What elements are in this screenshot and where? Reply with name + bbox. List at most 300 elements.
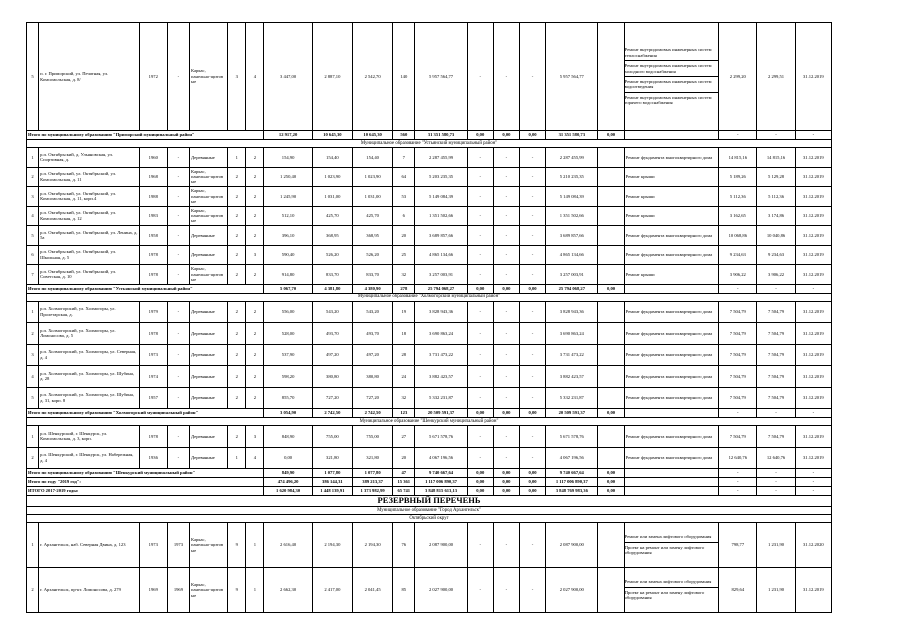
table-cell: - — [519, 265, 545, 285]
table-cell: 2 — [228, 387, 246, 409]
total-label: ИТОГО 2017-2019 годы: — [27, 487, 264, 496]
table-cell: 2 742,50 — [352, 409, 392, 418]
works-cell: Ремонт фундамента многоквартирного дома — [624, 226, 719, 246]
table-cell: 1936 — [139, 447, 167, 469]
table-cell: 3 882 423,57 — [415, 366, 467, 388]
table-cell: 9 — [228, 568, 246, 613]
table-cell: Деревянные — [189, 366, 227, 388]
table-cell: 5 112,36 — [719, 187, 757, 207]
table-row — [27, 523, 832, 568]
works-cell: Ремонт фундамента многоквартирного дома — [624, 148, 719, 168]
table-cell: - — [167, 301, 189, 323]
table-cell: - — [167, 265, 189, 285]
table-cell: 25 794 068,27 — [546, 284, 598, 293]
table-cell: - — [519, 447, 545, 469]
table-cell: 4 381,80 — [312, 284, 352, 293]
table-cell: 4 — [27, 366, 39, 388]
table-cell: 10 040,86 — [757, 226, 795, 246]
table-cell: - — [795, 131, 831, 140]
table-cell: 3 689 857,66 — [415, 226, 467, 246]
table-cell: 9 740 667,64 — [546, 469, 598, 478]
table-body — [27, 23, 832, 613]
table-cell: 512,10 — [264, 206, 312, 226]
table-cell: 3 689 857,66 — [546, 226, 598, 246]
table-cell: 24 — [393, 366, 415, 388]
table-cell: 0,00 — [519, 409, 545, 418]
address-cell: п. г. Приморский, ул. Печатная, ул. Комсомольская, д. 8/ — [39, 23, 140, 131]
table-cell: - — [467, 568, 493, 613]
section-heading: Октябрьский округ — [27, 515, 832, 523]
table-cell: 2 — [228, 187, 246, 207]
table-cell: - — [467, 23, 493, 131]
table-cell: 598,20 — [264, 366, 312, 388]
table-cell: 321,80 — [312, 447, 352, 469]
date-cell: 31.12.2019 — [795, 568, 831, 613]
table-cell: 2 — [228, 301, 246, 323]
table-cell: 2 542,70 — [352, 23, 392, 131]
table-cell: 848,90 — [264, 426, 312, 448]
table-cell: - — [493, 344, 519, 366]
table-cell: 3 — [246, 426, 264, 448]
date-cell: 31.12.2019 — [795, 167, 831, 187]
table-cell: 32 — [393, 265, 415, 285]
table-cell: 3 906,22 — [719, 265, 757, 285]
table-cell: 0,00 — [493, 487, 519, 496]
table-cell: 20 509 591,37 — [415, 409, 467, 418]
table-cell: - — [467, 344, 493, 366]
date-cell: 31.12.2019 — [795, 447, 831, 469]
table-cell — [598, 23, 624, 131]
table-row — [27, 148, 832, 168]
table-cell: - — [167, 387, 189, 409]
table-cell: 4 865 134,66 — [415, 245, 467, 265]
works-cell: Ремонт фундамента многоквартирного дома — [624, 366, 719, 388]
table-cell: - — [519, 206, 545, 226]
table-cell: - — [519, 568, 545, 613]
table-cell: 0,00 — [467, 131, 493, 140]
table-cell: 1 031,00 — [352, 187, 392, 207]
total-label: Итого по муниципальному образованию "Холмогорский муниципальный район" — [27, 409, 264, 418]
table-cell — [624, 469, 719, 478]
table-cell: 1969 — [167, 568, 189, 613]
address-cell: р.п. Октябрьский, д. Ульяновская, ул. Спортивная, д. — [39, 148, 140, 168]
table-cell: 1 — [246, 568, 264, 613]
table-cell: 3 828 943,36 — [546, 301, 598, 323]
table-cell: 1978 — [139, 323, 167, 345]
table-cell: 4 380,90 — [352, 284, 392, 293]
table-cell: 0,00 — [519, 469, 545, 478]
table-cell: Каркас, панельно-щитов ые — [189, 23, 227, 131]
table-cell: 2 — [246, 167, 264, 187]
table-cell: - — [467, 148, 493, 168]
table-cell: 368,95 — [312, 226, 352, 246]
table-cell: 2 — [27, 568, 39, 613]
table-cell: - — [493, 366, 519, 388]
table-cell: 4 067 196,56 — [546, 447, 598, 469]
works-cell: Ремонт фундамента многоквартирного дома — [624, 323, 719, 345]
table-cell: - — [493, 323, 519, 345]
table-cell: 5 067,70 — [264, 284, 312, 293]
table-cell: 2 287 455,99 — [415, 148, 467, 168]
table-cell: 497,20 — [312, 344, 352, 366]
table-cell: - — [467, 301, 493, 323]
section-row — [27, 293, 832, 301]
table-cell — [598, 226, 624, 246]
table-cell: - — [519, 426, 545, 448]
table-cell: 1958 — [139, 226, 167, 246]
table-cell: 1988 — [139, 187, 167, 207]
table-cell: 65 741 — [393, 487, 415, 496]
table-cell: 2 087 900,00 — [546, 523, 598, 568]
table-cell: 0,00 — [598, 131, 624, 140]
table-cell: 493,70 — [312, 323, 352, 345]
table-cell: 3 — [27, 187, 39, 207]
table-cell: 7 504,79 — [719, 426, 757, 448]
table-cell: 2 — [246, 344, 264, 366]
total-label: Итого по году "2019 год": — [27, 478, 264, 487]
section-row — [27, 418, 832, 426]
table-cell: 0,00 — [598, 409, 624, 418]
table-row — [27, 387, 832, 409]
address-cell: р.п. Шенкурский, г. Шенкурск, ул. Комсомольская, д. 3, корп. — [39, 426, 140, 448]
table-row — [27, 447, 832, 469]
table-cell: - — [493, 301, 519, 323]
table-cell: 1 — [228, 148, 246, 168]
table-cell: - — [757, 469, 795, 478]
table-cell: 154,40 — [312, 148, 352, 168]
table-cell: - — [795, 469, 831, 478]
table-cell: 2 — [246, 323, 264, 345]
table-cell: 2 041,45 — [352, 568, 392, 613]
table-cell: - — [493, 265, 519, 285]
address-cell: г. Архангельск, наб. Северная Двина, д. 123 — [39, 523, 140, 568]
total-row — [27, 284, 832, 293]
table-cell: 5 189,26 — [719, 167, 757, 187]
table-cell: 2 — [228, 344, 246, 366]
table-cell: - — [493, 226, 519, 246]
table-cell: 3 906,22 — [757, 265, 795, 285]
table-cell: 1 117 006 890,37 — [415, 478, 467, 487]
works-cell: Ремонт крыши — [624, 206, 719, 226]
table-cell: 1957 — [139, 387, 167, 409]
table-cell: 1978 — [139, 426, 167, 448]
table-cell: 1 — [246, 523, 264, 568]
table-cell: - — [519, 523, 545, 568]
section-heading: Муниципальное образование "Город Архангельск" — [27, 507, 832, 515]
table-cell: - — [493, 148, 519, 168]
table-cell: Деревянные — [189, 245, 227, 265]
table-cell: - — [467, 447, 493, 469]
address-cell: р.п. Холмогорский, ул. Холмогоры, ул. Северная, д. 4 — [39, 344, 140, 366]
table-cell: - — [493, 426, 519, 448]
table-cell: 560 — [393, 131, 415, 140]
total-label: Итого по муниципальному образованию "Устьянский муниципальный район" — [27, 284, 264, 293]
table-cell: 2 — [246, 387, 264, 409]
table-cell: - — [467, 167, 493, 187]
table-cell: 1 — [27, 523, 39, 568]
table-cell: - — [167, 344, 189, 366]
table-cell: 1 117 006 890,37 — [546, 478, 598, 487]
table-cell: 1960 — [139, 148, 167, 168]
table-cell: 14 815,16 — [719, 148, 757, 168]
table-cell: 1 231,90 — [757, 523, 795, 568]
section-row — [27, 507, 832, 515]
table-cell: 556,00 — [264, 301, 312, 323]
table-cell: 2 — [246, 206, 264, 226]
table-cell: 3 848 769 983,36 — [546, 487, 598, 496]
table-cell: 425,70 — [312, 206, 352, 226]
date-cell: 31.12.2019 — [795, 226, 831, 246]
table-cell: 7 504,79 — [719, 366, 757, 388]
table-cell: 4 — [246, 447, 264, 469]
table-cell — [624, 487, 719, 496]
table-cell: 833,70 — [312, 265, 352, 285]
total-label: Итого по муниципальному образованию "Приморский муниципальный район" — [27, 131, 264, 140]
address-cell: р.п. Октябрьский, ул. Октябрьский, ул. Советская, д. 10 — [39, 265, 140, 285]
table-cell — [598, 344, 624, 366]
table-cell: 0,00 — [493, 469, 519, 478]
section-row — [27, 140, 832, 148]
address-cell: р.п. Октябрьский, ул. Октябрьский, ул. Ленина, д. 5а — [39, 226, 140, 246]
table-cell: 2 — [228, 167, 246, 187]
table-cell: 9 740 667,64 — [415, 469, 467, 478]
table-cell: 10 645,30 — [352, 131, 392, 140]
table-cell: - — [493, 23, 519, 131]
table-cell: 380,80 — [352, 366, 392, 388]
table-cell: - — [467, 206, 493, 226]
table-cell: - — [167, 206, 189, 226]
table-cell: 7 504,79 — [757, 426, 795, 448]
table-cell: - — [519, 23, 545, 131]
table-cell: 914,80 — [264, 265, 312, 285]
table-cell: 2 027 900,00 — [415, 568, 467, 613]
total-row — [27, 469, 832, 478]
table-cell: 6 — [27, 245, 39, 265]
table-cell: 5 671 578,76 — [546, 426, 598, 448]
table-cell: 3 828 943,36 — [415, 301, 467, 323]
address-cell: р.п. Октябрьский, ул. Октябрьский, ул. Комсомольская, д. 11 — [39, 167, 140, 187]
table-cell: 5 112,36 — [757, 187, 795, 207]
table-cell: 1 250,40 — [264, 167, 312, 187]
table-cell — [598, 523, 624, 568]
table-cell: 4 — [246, 23, 264, 131]
table-cell: - — [493, 167, 519, 187]
table-cell: - — [719, 469, 757, 478]
table-cell: 9 234,63 — [757, 245, 795, 265]
table-cell: 7 504,79 — [757, 366, 795, 388]
date-cell: 31.12.2019 — [795, 344, 831, 366]
table-cell: 3 162,65 — [719, 206, 757, 226]
table-cell: 12 640,76 — [757, 447, 795, 469]
table-cell: 7 504,79 — [719, 344, 757, 366]
works-cell: Ремонт фундамента многоквартирного дома — [624, 245, 719, 265]
table-row — [27, 245, 832, 265]
date-cell: 31.12.2019 — [795, 387, 831, 409]
table-cell: 1 373 982,99 — [352, 487, 392, 496]
table-cell: - — [167, 366, 189, 388]
table-cell: 14 815,16 — [757, 148, 795, 168]
date-cell: 31.12.2020 — [795, 523, 831, 568]
total-row — [27, 487, 832, 496]
table-row — [27, 23, 832, 131]
table-cell: - — [519, 245, 545, 265]
table-cell: 0,00 — [467, 487, 493, 496]
works-cell: Ремонт фундамента многоквартирного дома — [624, 447, 719, 469]
table-cell: Деревянные — [189, 426, 227, 448]
table-cell: - — [167, 167, 189, 187]
table-cell: 2 194,30 — [352, 523, 392, 568]
table-cell: - — [519, 387, 545, 409]
table-cell: 2 — [27, 447, 39, 469]
table-cell: - — [167, 187, 189, 207]
table-cell: 0,00 — [519, 284, 545, 293]
table-row — [27, 568, 832, 613]
table-cell: - — [757, 487, 795, 496]
table-cell: - — [519, 301, 545, 323]
table-cell: - — [519, 148, 545, 168]
table-cell — [598, 148, 624, 168]
table-cell: - — [467, 366, 493, 388]
table-cell: 2 — [246, 226, 264, 246]
table-cell: 829,64 — [719, 568, 757, 613]
table-cell: - — [167, 426, 189, 448]
works-cell — [624, 23, 719, 131]
table-row — [27, 323, 832, 345]
address-cell: р.п. Холмогорский, ул. Холмогоры, ул. Ломоносова, д. 5 — [39, 323, 140, 345]
table-cell: 2 087 900,00 — [415, 523, 467, 568]
table-cell: 18 — [393, 323, 415, 345]
works-cell: Ремонт фундамента многоквартирного дома — [624, 387, 719, 409]
table-cell: 10 068,86 — [719, 226, 757, 246]
table-cell: - — [519, 167, 545, 187]
date-cell: 31.12.2019 — [795, 206, 831, 226]
date-cell: 31.12.2019 — [795, 323, 831, 345]
table-cell: 1 448 139,91 — [312, 487, 352, 496]
table-cell: 3 447,00 — [264, 23, 312, 131]
table-row — [27, 187, 832, 207]
date-cell: 31.12.2019 — [795, 265, 831, 285]
table-cell: 2 — [246, 187, 264, 207]
table-cell: 3 — [228, 23, 246, 131]
date-cell: 31.12.2019 — [795, 426, 831, 448]
table-cell: 0,00 — [598, 478, 624, 487]
table-cell: 3 054,90 — [264, 409, 312, 418]
table-cell: 2 — [228, 323, 246, 345]
table-cell: 2 — [228, 245, 246, 265]
works-cell: Ремонт крыши — [624, 265, 719, 285]
table-cell: 5 149 084,39 — [415, 187, 467, 207]
work-item: Проект на ремонт или замену лифтового оборудования — [624, 544, 705, 556]
table-cell: 5 957 564,77 — [546, 23, 598, 131]
table-cell: - — [519, 226, 545, 246]
works-cell: Ремонт фундамента многоквартирного дома — [624, 344, 719, 366]
table-cell: 1978 — [139, 265, 167, 285]
table-cell: 0,00 — [467, 284, 493, 293]
table-cell: 2 662,30 — [264, 568, 312, 613]
table-cell: 85 — [393, 568, 415, 613]
table-cell — [624, 284, 719, 293]
address-cell: р.п. Шенкурский, г. Шенкурск, ул. Набережная, д. 4 — [39, 447, 140, 469]
address-cell: р.п. Октябрьский, ул. Октябрьский, ул. Комсомольская, д. 11, корп.4 — [39, 187, 140, 207]
table-cell: 2 — [228, 206, 246, 226]
table-cell: 28 — [393, 344, 415, 366]
table-cell: 7 504,79 — [757, 301, 795, 323]
table-cell: 2 — [27, 167, 39, 187]
table-cell: - — [757, 284, 795, 293]
table-cell: - — [757, 131, 795, 140]
table-cell: 2 742,50 — [312, 409, 352, 418]
table-cell: 2 299,20 — [719, 23, 757, 131]
table-cell: 0,00 — [467, 478, 493, 487]
table-cell: 5 149 084,39 — [546, 187, 598, 207]
table-cell: 528,00 — [264, 323, 312, 345]
table-cell: - — [493, 523, 519, 568]
table-cell: 4 067 196,56 — [415, 447, 467, 469]
table-cell: 5 129,28 — [757, 167, 795, 187]
table-cell: 0,00 — [598, 284, 624, 293]
table-cell: 0,00 — [519, 487, 545, 496]
table-cell: 526,20 — [312, 245, 352, 265]
table-cell: 497,20 — [352, 344, 392, 366]
table-cell — [598, 206, 624, 226]
table-cell: Каркас, панельно-щитов ые — [189, 206, 227, 226]
table-cell: 389 213,37 — [352, 478, 392, 487]
works-cell — [624, 523, 719, 568]
table-cell: 2 194,30 — [312, 523, 352, 568]
table-cell: 27 — [393, 426, 415, 448]
work-item: Ремонт внутридомовых инженерных систем водоотведения — [625, 77, 719, 93]
address-cell: р.п. Холмогорский, ул. Холмогоры, ул. Пролетарская, д. — [39, 301, 140, 323]
table-cell — [598, 366, 624, 388]
total-row — [27, 131, 832, 140]
table-cell: 0,00 — [519, 478, 545, 487]
table-cell: 3 257 003,91 — [546, 265, 598, 285]
table-cell: 154,40 — [352, 148, 392, 168]
table-cell — [598, 447, 624, 469]
table-cell: 1 351 502,66 — [546, 206, 598, 226]
table-cell: 5 — [27, 226, 39, 246]
table-cell: 5 — [27, 387, 39, 409]
table-cell: 5 203 235,35 — [415, 167, 467, 187]
table-cell: 386 144,31 — [312, 478, 352, 487]
section-heading: РЕЗЕРВНЫЙ ПЕРЕЧЕНЬ — [27, 496, 832, 507]
table-cell: 3 174,86 — [757, 206, 795, 226]
date-cell: 31.12.2019 — [795, 301, 831, 323]
table-cell: 368,95 — [352, 226, 392, 246]
table-cell: - — [719, 131, 757, 140]
table-cell: 0,00 — [467, 469, 493, 478]
table-cell: 425,70 — [352, 206, 392, 226]
table-cell: 0,00 — [493, 131, 519, 140]
table-cell: 1 031,00 — [312, 187, 352, 207]
work-item: Ремонт или замена лифтового оборудования — [625, 532, 719, 542]
table-cell: 493,70 — [352, 323, 392, 345]
table-row — [27, 226, 832, 246]
document-page — [26, 22, 832, 613]
table-cell: 76 — [393, 523, 415, 568]
work-item: Проект на ремонт или замену лифтового оборудования — [624, 589, 705, 601]
table-cell: - — [757, 409, 795, 418]
table-cell: - — [467, 187, 493, 207]
table-cell: 543,20 — [312, 301, 352, 323]
table-cell: - — [467, 265, 493, 285]
table-cell: 526,20 — [352, 245, 392, 265]
table-cell: 1 023,90 — [352, 167, 392, 187]
table-cell: 3 690 863,24 — [415, 323, 467, 345]
table-row — [27, 426, 832, 448]
works-cell: Ремонт фундамента многоквартирного дома — [624, 301, 719, 323]
table-cell: 7 — [393, 148, 415, 168]
